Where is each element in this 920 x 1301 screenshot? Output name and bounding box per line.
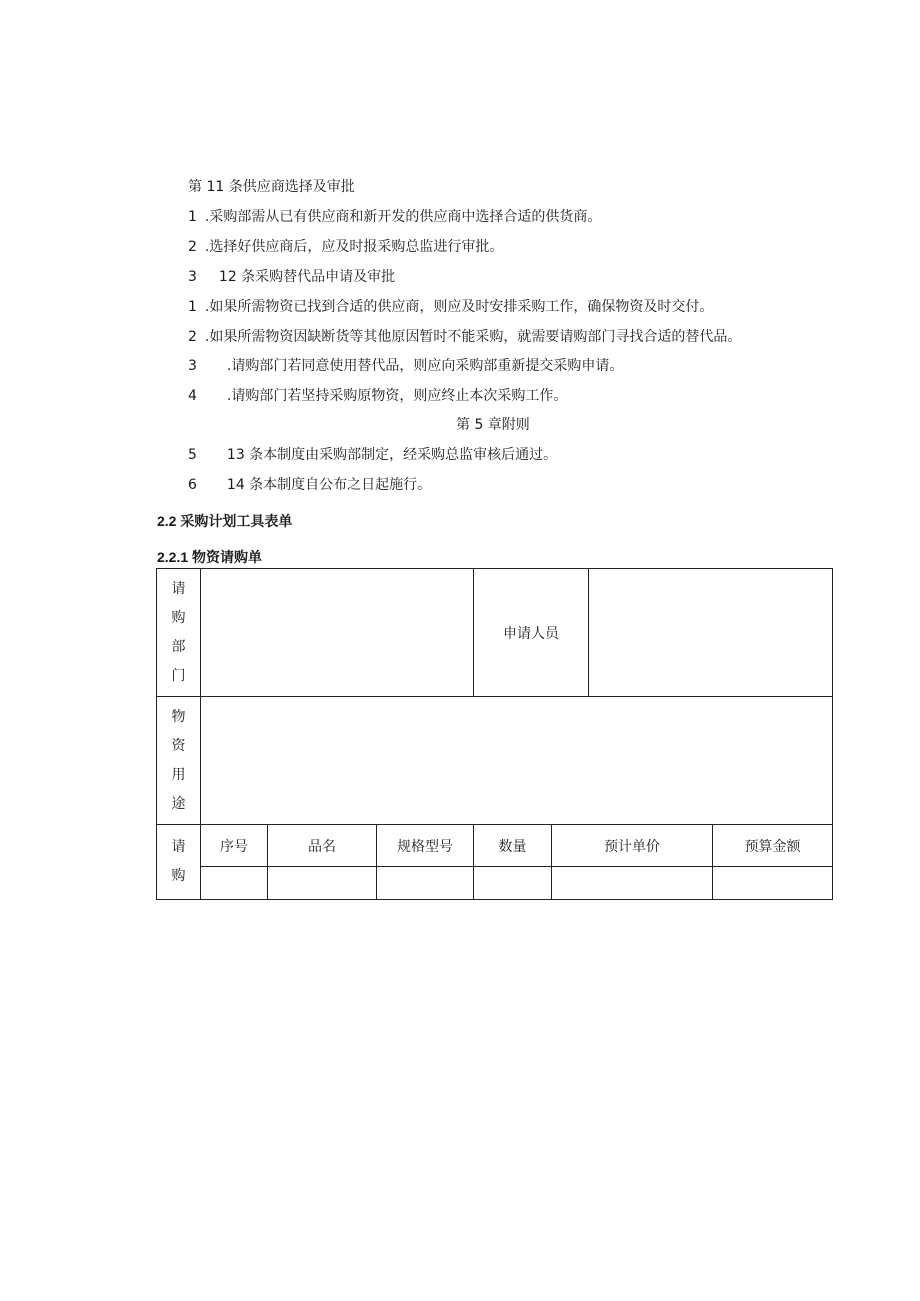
list-item: 1 .如果所需物资已找到合适的供应商，则应及时安排采购工作，确保物资及时交付。 <box>188 299 714 315</box>
applicant-field[interactable] <box>589 569 833 697</box>
table-cell[interactable] <box>201 867 268 900</box>
chapter-5-title: 第 5 章附则 <box>456 417 530 433</box>
table-cell[interactable] <box>474 867 552 900</box>
article-11-title: 第 11 条供应商选择及审批 <box>188 179 355 195</box>
article-14: 6 14 条本制度自公布之日起施行。 <box>188 477 432 493</box>
article-12-title: 3 12 条采购替代品申请及审批 <box>188 269 396 285</box>
dept-field[interactable] <box>201 569 474 697</box>
purpose-field[interactable] <box>201 697 833 825</box>
list-item: 3 .请购部门若同意使用替代品，则应向采购部重新提交采购申请。 <box>188 358 624 374</box>
column-header: 品名 <box>268 825 377 867</box>
list-item: 4 .请购部门若坚持采购原物资，则应终止本次采购工作。 <box>188 388 568 404</box>
table-cell[interactable] <box>268 867 377 900</box>
table-cell[interactable] <box>377 867 474 900</box>
dept-label: 请购部门 <box>157 569 201 697</box>
column-header: 数量 <box>474 825 552 867</box>
list-item: 2 .选择好供应商后，应及时报采购总监进行审批。 <box>188 239 504 255</box>
column-header: 规格型号 <box>377 825 474 867</box>
items-label: 请购 <box>157 825 201 900</box>
table-cell[interactable] <box>713 867 833 900</box>
table-cell[interactable] <box>552 867 713 900</box>
applicant-label: 申请人员 <box>474 569 589 697</box>
list-item: 1 .采购部需从已有供应商和新开发的供应商中选择合适的供货商。 <box>188 209 602 225</box>
column-header: 预算金额 <box>713 825 833 867</box>
purpose-label: 物资用途 <box>157 697 201 825</box>
column-header: 预计单价 <box>552 825 713 867</box>
column-header: 序号 <box>201 825 268 867</box>
list-item: 2 .如果所需物资因缺断货等其他原因暂时不能采购，就需要请购部门寻找合适的替代品。 <box>188 329 742 345</box>
section-heading: 2.2 采购计划工具表单 <box>157 513 293 529</box>
article-13: 5 13 条本制度由采购部制定，经采购总监审核后通过。 <box>188 447 558 463</box>
requisition-form <box>156 568 833 900</box>
subsection-heading: 2.2.1 物资请购单 <box>157 549 263 565</box>
